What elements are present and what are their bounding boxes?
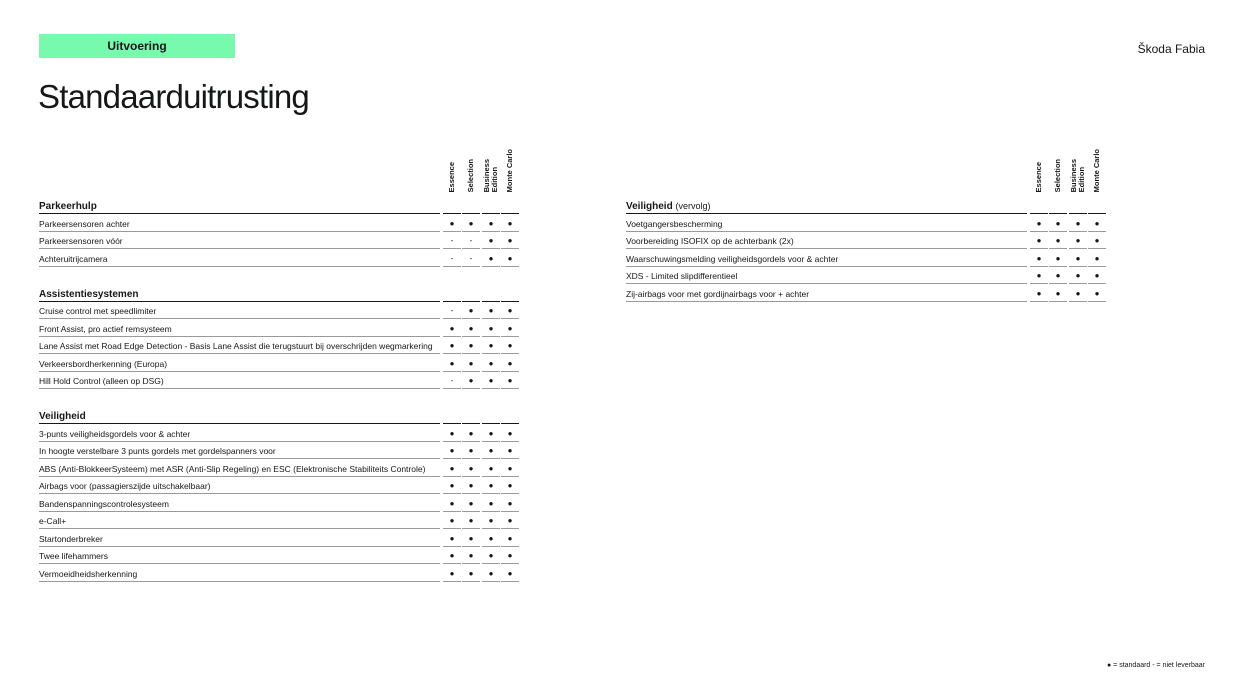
column-header-label: Essence xyxy=(447,161,456,192)
standard-dot: ● xyxy=(488,533,494,543)
table-row xyxy=(39,529,521,547)
feature-label: ABS (Anti-BlokkeerSysteem) met ASR (Anti-Slip Regeling) en ESC (Elektronische Stabiliteits Controle) xyxy=(39,463,426,474)
row-rule xyxy=(462,266,480,267)
column-header xyxy=(1069,130,1087,192)
standard-dot: ● xyxy=(468,428,474,438)
standard-dot: ● xyxy=(488,568,494,578)
row-rule xyxy=(39,581,440,582)
standard-dot: ● xyxy=(1055,218,1061,228)
standard-dot: ● xyxy=(507,498,513,508)
standard-dot: ● xyxy=(449,463,455,473)
standard-dot: ● xyxy=(468,463,474,473)
table-row xyxy=(39,512,521,530)
standard-dot: ● xyxy=(449,481,455,490)
standard-dot: ● xyxy=(507,516,513,525)
standard-dot: ● xyxy=(507,481,513,490)
standard-dot: ● xyxy=(1055,271,1061,280)
column-header-label: Monte Carlo xyxy=(505,148,514,192)
feature-label: Zij-airbags voor met gordijnairbags voor + achter xyxy=(626,288,810,299)
standard-dot: ● xyxy=(449,428,455,438)
standard-dot: ● xyxy=(1055,236,1061,245)
column-header xyxy=(1049,130,1067,192)
row-rule xyxy=(39,266,440,267)
row-rule xyxy=(482,266,500,267)
column-header-label: Business Edition xyxy=(482,158,499,192)
section-title xyxy=(39,289,139,300)
table-row xyxy=(39,337,521,355)
column-header xyxy=(462,130,480,192)
standard-dot: ● xyxy=(1036,271,1042,280)
standard-dot: ● xyxy=(488,481,494,490)
not-available-dash: - xyxy=(450,253,454,263)
feature-label: Hill Hold Control (alleen op DSG) xyxy=(39,376,164,386)
standard-dot: ● xyxy=(1075,253,1081,263)
section-title xyxy=(626,201,710,212)
standard-dot: ● xyxy=(1075,288,1081,298)
not-available-dash: - xyxy=(450,236,454,245)
standard-dot: ● xyxy=(468,323,474,333)
standard-dot: ● xyxy=(507,463,513,473)
standard-dot: ● xyxy=(449,533,455,543)
standard-dot: ● xyxy=(507,358,513,368)
standard-dot: ● xyxy=(1036,253,1042,263)
column-header xyxy=(1030,130,1048,192)
table-row xyxy=(39,564,521,582)
not-available-dash: - xyxy=(469,236,473,245)
feature-label: Achteruitrijcamera xyxy=(39,253,108,264)
feature-label: Lane Assist met Road Edge Detection - Basis Lane Assist die terugstuurt bij overschrijden wegmarkering xyxy=(39,341,433,351)
feature-label: In hoogte verstelbare 3 punts gordels met gordelspanners voor xyxy=(39,446,276,456)
left-equipment-table xyxy=(39,197,521,582)
standard-dot: ● xyxy=(488,498,494,508)
section-title-text: Assistentiesystemen xyxy=(39,288,139,300)
standard-dot: ● xyxy=(507,306,513,315)
standard-dot: ● xyxy=(488,236,494,245)
feature-label: Startonderbreker xyxy=(39,533,103,544)
standard-dot: ● xyxy=(1036,218,1042,228)
table-row xyxy=(39,442,521,460)
standard-dot: ● xyxy=(1075,218,1081,228)
table-row xyxy=(626,232,1108,250)
table-row xyxy=(39,494,521,512)
row-rule xyxy=(443,388,461,389)
table-row xyxy=(39,249,521,267)
standard-dot: ● xyxy=(507,236,513,245)
standard-dot: ● xyxy=(449,446,455,455)
feature-label: Front Assist, pro actief remsysteem xyxy=(39,323,172,334)
page-title: Standaarduitrusting xyxy=(38,78,309,115)
standard-dot: ● xyxy=(507,568,513,578)
right-equipment-table xyxy=(626,197,1108,302)
table-row xyxy=(39,547,521,565)
standard-dot: ● xyxy=(507,551,513,560)
standard-dot: ● xyxy=(507,341,513,350)
standard-dot: ● xyxy=(1075,271,1081,280)
table-row xyxy=(626,267,1108,285)
standard-dot: ● xyxy=(449,358,455,368)
feature-label: Verkeersbordherkenning (Europa) xyxy=(39,358,168,369)
table-row xyxy=(39,232,521,250)
table-row xyxy=(39,459,521,477)
standard-dot: ● xyxy=(488,516,494,525)
section-heading xyxy=(39,285,521,302)
standard-dot: ● xyxy=(468,533,474,543)
standard-dot: ● xyxy=(1055,253,1061,263)
row-rule xyxy=(39,388,440,389)
standard-dot: ● xyxy=(468,341,474,350)
standard-dot: ● xyxy=(488,428,494,438)
standard-dot: ● xyxy=(449,516,455,525)
feature-label: Bandenspanningscontrolesysteem xyxy=(39,498,169,509)
section-title-text: Veiligheid xyxy=(626,201,673,212)
table-row xyxy=(39,319,521,337)
section-subtitle: (vervolg) xyxy=(675,201,711,211)
section-tag-label: Uitvoering xyxy=(107,39,167,53)
right-column-headers xyxy=(1030,130,1110,192)
feature-label: e-Call+ xyxy=(39,516,67,526)
row-rule xyxy=(1030,301,1048,302)
feature-label: Voetgangersbescherming xyxy=(626,218,723,229)
row-rule xyxy=(443,266,461,267)
standard-dot: ● xyxy=(468,306,474,315)
row-rule xyxy=(482,581,500,582)
equipment-section xyxy=(39,285,521,390)
feature-label: Waarschuwingsmelding veiligheidsgordels voor & achter xyxy=(626,253,839,264)
standard-dot: ● xyxy=(449,498,455,508)
column-header-label: Selection xyxy=(1053,158,1062,192)
column-header-label: Essence xyxy=(1034,161,1043,192)
row-rule xyxy=(501,266,519,267)
standard-dot: ● xyxy=(468,516,474,525)
standard-dot: ● xyxy=(468,481,474,490)
standard-dot: ● xyxy=(1094,253,1100,263)
row-rule xyxy=(482,388,500,389)
standard-dot: ● xyxy=(488,446,494,455)
section-title-text: Veiligheid xyxy=(39,411,86,422)
equipment-section xyxy=(39,407,521,582)
table-row xyxy=(626,214,1108,232)
standard-dot: ● xyxy=(468,551,474,560)
standard-dot: ● xyxy=(449,323,455,333)
row-rule xyxy=(462,388,480,389)
standard-dot: ● xyxy=(488,253,494,263)
not-available-dash: - xyxy=(469,253,473,263)
standard-dot: ● xyxy=(1036,236,1042,245)
row-rule xyxy=(1049,301,1067,302)
row-rule xyxy=(443,581,461,582)
left-column-headers xyxy=(443,130,523,192)
standard-dot: ● xyxy=(1055,288,1061,298)
section-title xyxy=(39,201,97,212)
standard-dot: ● xyxy=(468,446,474,455)
standard-dot: ● xyxy=(1075,236,1081,245)
equipment-section xyxy=(626,197,1108,302)
equipment-section xyxy=(39,197,521,267)
table-row xyxy=(626,249,1108,267)
feature-label: Parkeersensoren vóór xyxy=(39,236,123,246)
standard-dot: ● xyxy=(449,551,455,560)
standard-dot: ● xyxy=(488,218,494,228)
standard-dot: ● xyxy=(488,358,494,368)
section-title-text: Parkeerhulp xyxy=(39,201,97,212)
standard-dot: ● xyxy=(488,463,494,473)
section-heading xyxy=(39,197,521,214)
not-available-dash: - xyxy=(450,306,454,315)
feature-label: Vermoeidheidsherkenning xyxy=(39,568,138,579)
column-header-label: Business Edition xyxy=(1069,158,1086,192)
standard-dot: ● xyxy=(488,551,494,560)
feature-label: Airbags voor (passagierszijde uitschakelbaar) xyxy=(39,481,211,491)
feature-label: Twee lifehammers xyxy=(39,551,108,561)
table-row xyxy=(39,424,521,442)
standard-dot: ● xyxy=(468,498,474,508)
row-rule xyxy=(462,581,480,582)
standard-dot: ● xyxy=(449,568,455,578)
standard-dot: ● xyxy=(507,428,513,438)
feature-label: 3-punts veiligheidsgordels voor & achter xyxy=(39,428,191,439)
standard-dot: ● xyxy=(468,568,474,578)
row-rule xyxy=(501,388,519,389)
standard-dot: ● xyxy=(468,358,474,368)
not-available-dash: - xyxy=(450,376,454,385)
table-row xyxy=(39,372,521,390)
table-row xyxy=(626,284,1108,302)
column-header xyxy=(501,130,519,192)
column-header xyxy=(443,130,461,192)
standard-dot: ● xyxy=(507,323,513,333)
section-heading xyxy=(39,407,521,424)
standard-dot: ● xyxy=(1094,288,1100,298)
standard-dot: ● xyxy=(449,218,455,228)
standard-dot: ● xyxy=(488,341,494,350)
standard-dot: ● xyxy=(1036,288,1042,298)
legend: ● = standaard - = niet leverbaar xyxy=(1106,662,1205,669)
standard-dot: ● xyxy=(468,376,474,385)
row-rule xyxy=(1088,301,1106,302)
row-rule xyxy=(501,581,519,582)
brand-name: Škoda Fabia xyxy=(1137,42,1205,56)
standard-dot: ● xyxy=(468,218,474,228)
standard-dot: ● xyxy=(507,253,513,263)
feature-label: XDS - Limited slipdifferentieel xyxy=(626,271,738,281)
table-row xyxy=(39,354,521,372)
standard-dot: ● xyxy=(488,376,494,385)
column-header-label: Selection xyxy=(466,158,475,192)
standard-dot: ● xyxy=(507,218,513,228)
feature-label: Cruise control met speedlimiter xyxy=(39,306,157,316)
feature-label: Parkeersensoren achter xyxy=(39,218,130,229)
standard-dot: ● xyxy=(449,341,455,350)
section-tag xyxy=(39,34,235,58)
standard-dot: ● xyxy=(1094,218,1100,228)
standard-dot: ● xyxy=(1094,236,1100,245)
standard-dot: ● xyxy=(1094,271,1100,280)
table-row xyxy=(39,477,521,495)
feature-label: Voorbereiding ISOFIX op de achterbank (2x) xyxy=(626,236,794,246)
table-row xyxy=(39,214,521,232)
column-header xyxy=(482,130,500,192)
standard-dot: ● xyxy=(507,446,513,455)
standard-dot: ● xyxy=(488,306,494,315)
row-rule xyxy=(626,301,1027,302)
column-header-label: Monte Carlo xyxy=(1092,148,1101,192)
section-heading xyxy=(626,197,1108,214)
standard-dot: ● xyxy=(507,533,513,543)
column-header xyxy=(1088,130,1106,192)
row-rule xyxy=(1069,301,1087,302)
standard-dot: ● xyxy=(507,376,513,385)
table-row xyxy=(39,302,521,320)
standard-dot: ● xyxy=(488,323,494,333)
section-title xyxy=(39,411,86,422)
